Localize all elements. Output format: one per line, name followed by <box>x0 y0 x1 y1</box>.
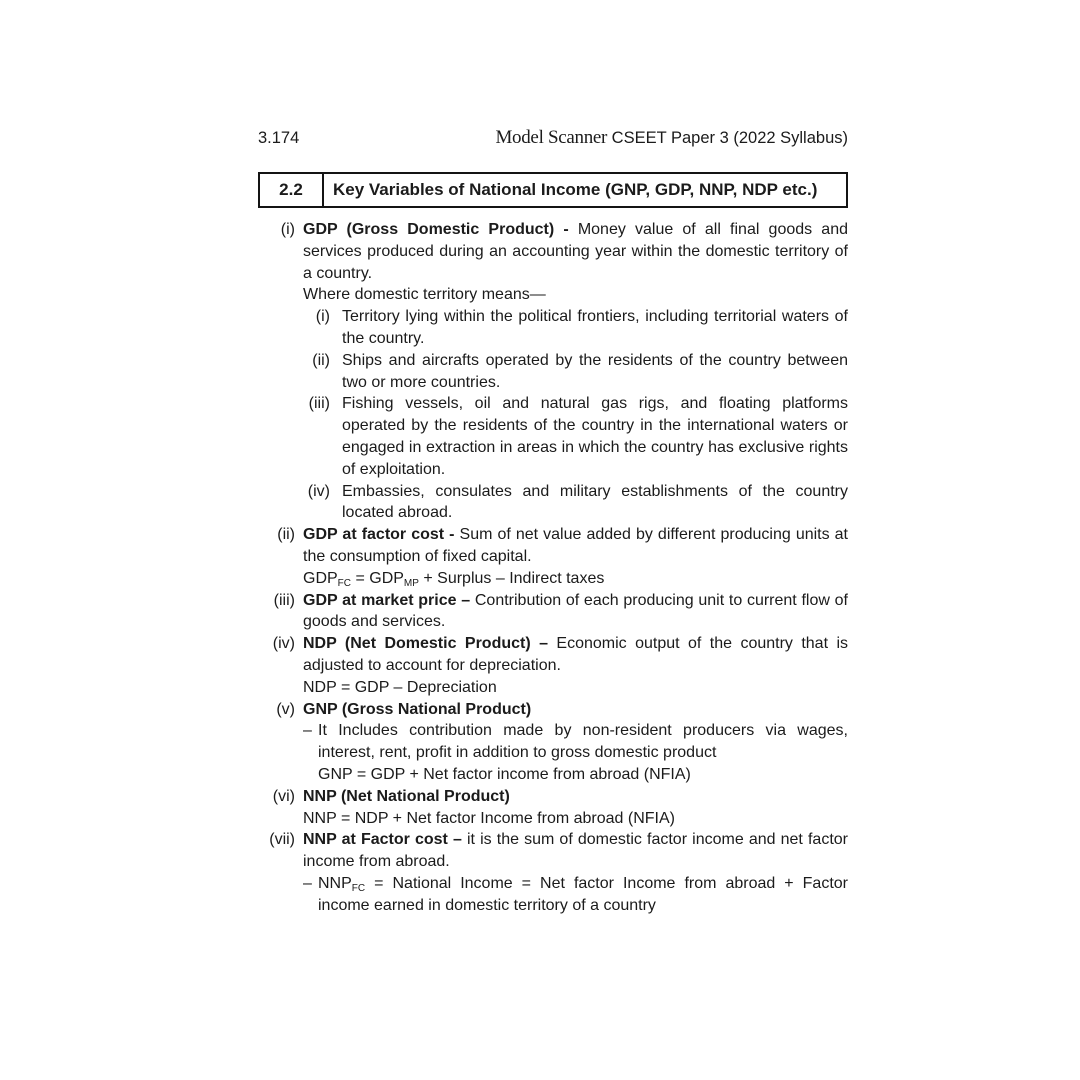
sub-marker: (iv) <box>307 482 330 500</box>
item-marker: (i) <box>280 221 295 238</box>
section-number: 2.2 <box>260 174 324 206</box>
sub-marker: (i) <box>315 308 330 326</box>
sub-text: Fishing vessels, oil and natural gas rigs, and floating platforms operated by the residents of the country in the international waters or engaged in extraction in areas in which the country has exclusive rights of exploitation. <box>342 395 848 478</box>
item-marker: (iii) <box>273 591 295 609</box>
item-marker: (vii) <box>269 831 295 849</box>
sub-list-item <box>303 350 848 394</box>
body-list <box>258 219 848 917</box>
sub-list-item <box>303 306 848 350</box>
item-text: GDP at market price – Contribution of each producing unit to current flow of goods and services. <box>303 591 848 631</box>
subscript: MP <box>403 577 419 589</box>
sub-text: Ships and aircrafts operated by the residents of the country between two or more countries. <box>342 351 848 391</box>
item-marker: (ii) <box>277 526 295 544</box>
item-term: NNP at Factor cost – <box>303 831 467 849</box>
section-title: Key Variables of National Income (GNP, GDP, NNP, NDP etc.) <box>333 180 818 199</box>
list-item-gnp <box>258 699 848 786</box>
header-title <box>495 128 848 148</box>
section-heading-box <box>258 172 848 208</box>
item-term: NNP (Net National Product) <box>303 787 510 805</box>
sub-text: Embassies, consulates and military establishments of the country located abroad. <box>342 482 848 522</box>
dash-sub-item <box>303 720 848 785</box>
item-term: GDP (Gross Domestic Product) - <box>303 221 578 238</box>
item-marker: (vi) <box>272 787 295 805</box>
formula: NNP = NDP + Net factor Income from abroad (NFIA) <box>303 809 675 827</box>
book-title: Model Scanner <box>495 127 608 148</box>
item-term: GNP (Gross National Product) <box>303 700 532 718</box>
dash-marker: – <box>303 722 312 740</box>
formula: $NNP_{FC}$ = National Income = Net factor Income from abroad + Factor income earned in domestic territory of a country <box>318 874 848 914</box>
item-text: GDP at factor cost - Sum of net value added by different producing units at the consumption of fixed capital. <box>303 526 849 565</box>
dash-marker: – <box>303 874 312 892</box>
item-text <box>303 786 848 808</box>
item-text: GDP (Gross Domestic Product) - Money value of all final goods and services produced during an accounting year within the domestic territory of a country. <box>303 221 848 282</box>
sub-marker: (iii) <box>308 395 330 413</box>
item-term: GDP at factor cost - <box>303 526 460 544</box>
page-header <box>258 128 848 148</box>
subscript: FC <box>337 577 352 589</box>
item-term: NDP (Net Domestic Product) – <box>303 635 557 653</box>
subscript: FC <box>351 882 366 894</box>
list-item-gdp <box>258 219 848 524</box>
item-text: NNP at Factor cost – it is the sum of domestic factor income and net factor income from abroad. <box>303 831 849 871</box>
sub-marker: (ii) <box>312 351 330 369</box>
sub-text: Territory lying within the political frontiers, including territorial waters of the country. <box>342 308 848 347</box>
list-item-gdp-factor-cost <box>258 524 848 589</box>
dash-text: It Includes contribution made by non-resident producers via wages, interest, rent, profit in addition to gross domestic product <box>318 722 848 762</box>
formula: $GDP_{FC} = GDP_{MP}$ + Surplus – Indirect taxes <box>303 569 605 589</box>
page-number: 3.174 <box>258 129 300 147</box>
sub-list-item <box>303 393 848 480</box>
list-item-ndp <box>258 633 848 698</box>
edition-info: CSEET Paper 3 (2022 Syllabus) <box>607 129 848 147</box>
item-line: Where domestic territory means— <box>303 286 546 304</box>
formula: GNP = GDP + Net factor income from abroad (NFIA) <box>318 765 691 783</box>
formula: NDP = GDP – Depreciation <box>303 678 497 696</box>
list-item-gdp-market-price <box>258 590 848 634</box>
item-marker: (v) <box>276 700 295 718</box>
dash-sub-item <box>303 873 848 917</box>
item-marker: (iv) <box>272 635 295 653</box>
item-text <box>303 699 848 721</box>
sub-list-item <box>303 481 848 525</box>
list-item-nnp-factor-cost <box>258 829 848 916</box>
item-term: GDP at market price – <box>303 591 475 609</box>
item-text: NDP (Net Domestic Product) – Economic output of the country that is adjusted to account for depreciation. <box>303 635 848 674</box>
list-item-nnp <box>258 786 848 830</box>
